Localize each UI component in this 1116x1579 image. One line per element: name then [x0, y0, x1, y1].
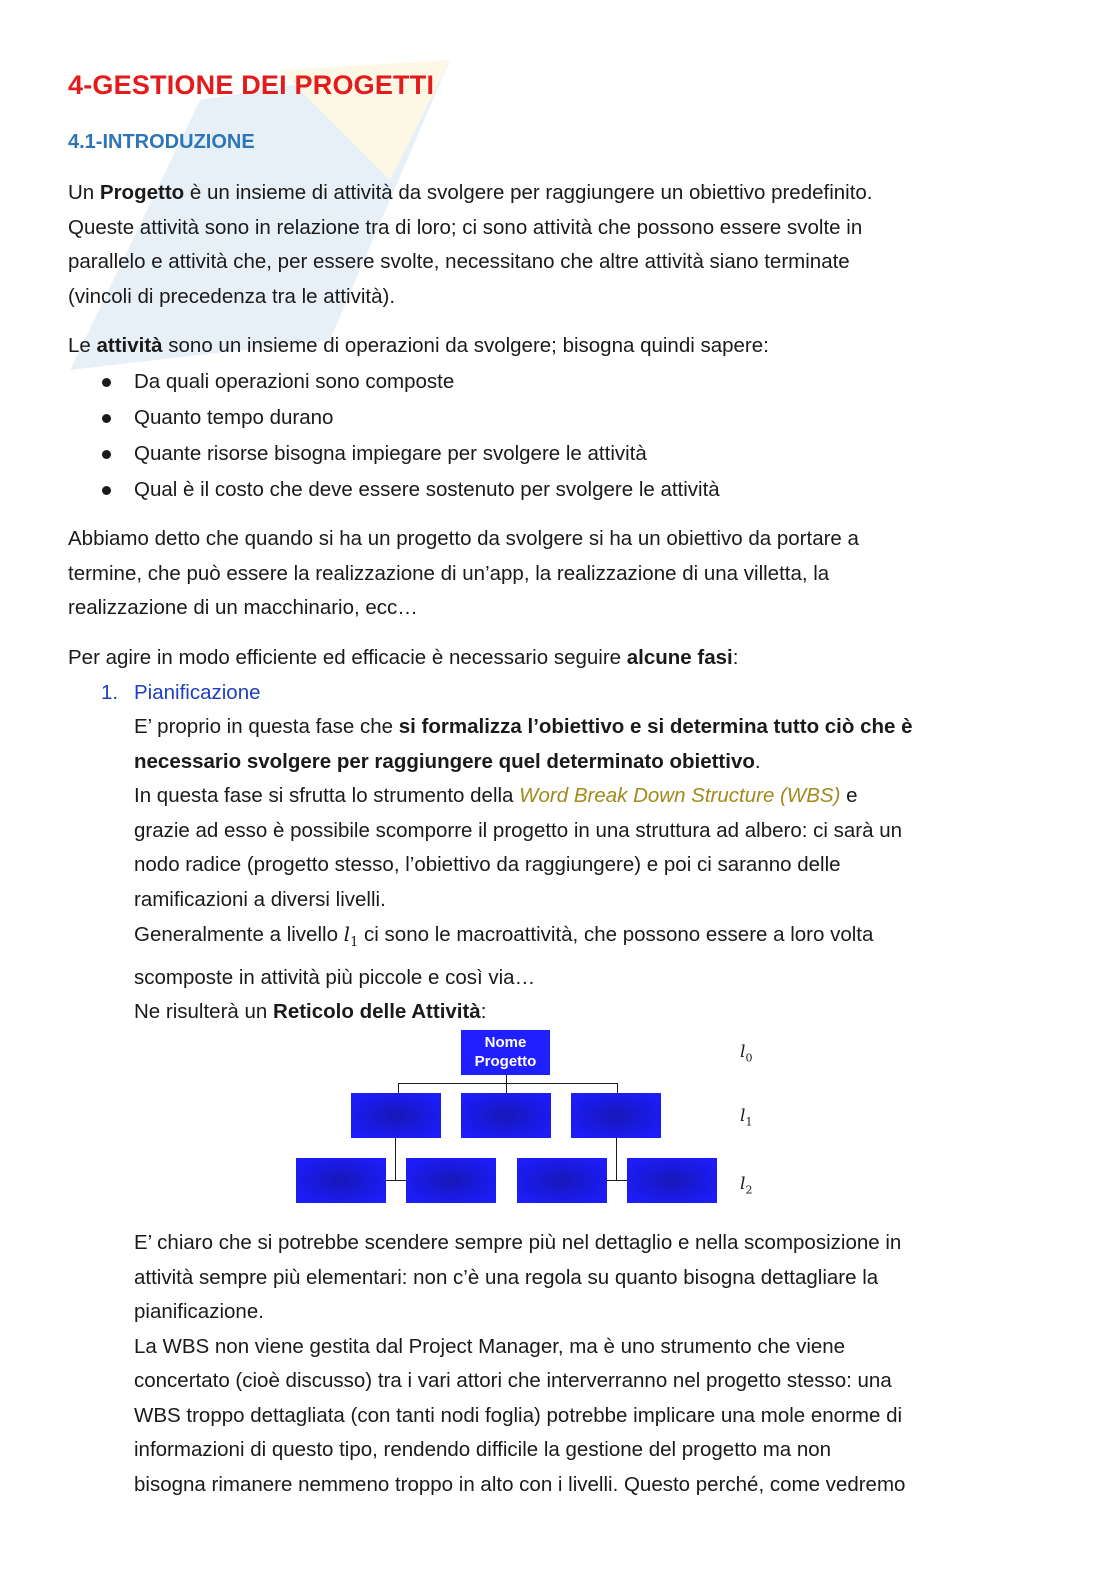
connector-line [607, 1180, 627, 1181]
list-item: Quanto tempo durano [68, 400, 720, 436]
list-item: Da quali operazioni sono composte [68, 364, 720, 400]
paragraph-progetto: Un Progetto è un insieme di attività da svolgere per raggiungere un obiettivo predefinito. Queste attività sono in relazione tra di loro; ci sono attività che possono essere svolte in parallelo e attività che, per essere svolte, necessitano che altre attività siano terminate (vincoli di precedenza tra le attività). [68, 181, 873, 308]
list-item: Quante risorse bisogna impiegare per svolgere le attività [68, 436, 720, 472]
paragraph-pianificazione: E’ proprio in questa fase che si formalizza l’obiettivo e si determina tutto ciò che è necessario svolgere per raggiungere quel determinato obiettivo. In questa fase si sfrutta lo strumento della Word Break Down Structure (WBS) e grazie ad esso è possibile scomporre il progetto in una struttura ad albero: ci sarà un nodo radice (progetto stesso, l’obiettivo da raggiungere) e poi ci saranno delle ramificazioni a diversi livelli. Generalmente a livello $l_1$ ci sono le macroattività, che possono essere a loro volta scomposte in attività più piccole e così via… Ne risulterà un Reticolo delle Attività: [134, 715, 913, 1023]
connector-line [616, 1138, 617, 1180]
bullet-list [68, 364, 720, 508]
connector-line [398, 1083, 399, 1093]
connector-line [386, 1180, 406, 1181]
level-label-l0: $l_0$ [740, 1042, 753, 1065]
wbs-node-level2 [296, 1158, 386, 1203]
numbered-item-pianificazione: 1. Pianificazione [101, 681, 261, 704]
paragraph-wbs-dettaglio: E’ chiaro che si potrebbe scendere sempre più nel dettaglio e nella scomposizione in attività sempre più elementari: non c’è una regola su quanto bisogna dettagliare la pianificazione. La WBS non viene gestita dal Project Manager, ma è uno strumento che viene concertato (cioè discusso) tra i vari attori che interverranno nel progetto stesso: una WBS troppo dettagliata (con tanti nodi foglia) potrebbe implicare una mole enorme di informazioni di questo tipo, rendendo difficile la gestione del progetto ma non bisogna rimanere nemmeno troppo in alto con i livelli. Questo perché, come vedremo [134, 1231, 906, 1496]
connector-line [506, 1075, 507, 1083]
wbs-node-level2 [517, 1158, 607, 1203]
wbs-node-level2 [406, 1158, 496, 1203]
wbs-node-level1 [351, 1093, 441, 1138]
level-label-l2: $l_2$ [740, 1174, 753, 1197]
level-label-l1: $l_1$ [740, 1106, 753, 1129]
page-title: 4-GESTIONE DEI PROGETTI [68, 70, 435, 100]
section-heading: 4.1-INTRODUZIONE [68, 131, 255, 153]
wbs-node-level1 [571, 1093, 661, 1138]
wbs-node-level2 [627, 1158, 717, 1203]
connector-line [398, 1083, 618, 1084]
math-level-l1: $l_1$ [343, 922, 359, 950]
paragraph-attivita: Le attività sono un insieme di operazioni da svolgere; bisogna quindi sapere: [68, 334, 769, 357]
list-item: Qual è il costo che deve essere sostenuto per svolgere le attività [68, 472, 720, 508]
connector-line [506, 1083, 507, 1093]
connector-line [617, 1083, 618, 1093]
wbs-link[interactable]: Word Break Down Structure (WBS) [519, 784, 841, 807]
paragraph-fasi: Per agire in modo efficiente ed efficacie è necessario seguire alcune fasi: [68, 646, 739, 669]
connector-line [395, 1138, 396, 1180]
wbs-node-level1 [461, 1093, 551, 1138]
wbs-root-node: Nome Progetto [461, 1030, 550, 1075]
wbs-diagram [228, 1020, 768, 1220]
paragraph-obiettivo: Abbiamo detto che quando si ha un progetto da svolgere si ha un obiettivo da portare a termine, che può essere la realizzazione di un’app, la realizzazione di una villetta, la realizzazione di un macchinario, ecc… [68, 527, 859, 619]
